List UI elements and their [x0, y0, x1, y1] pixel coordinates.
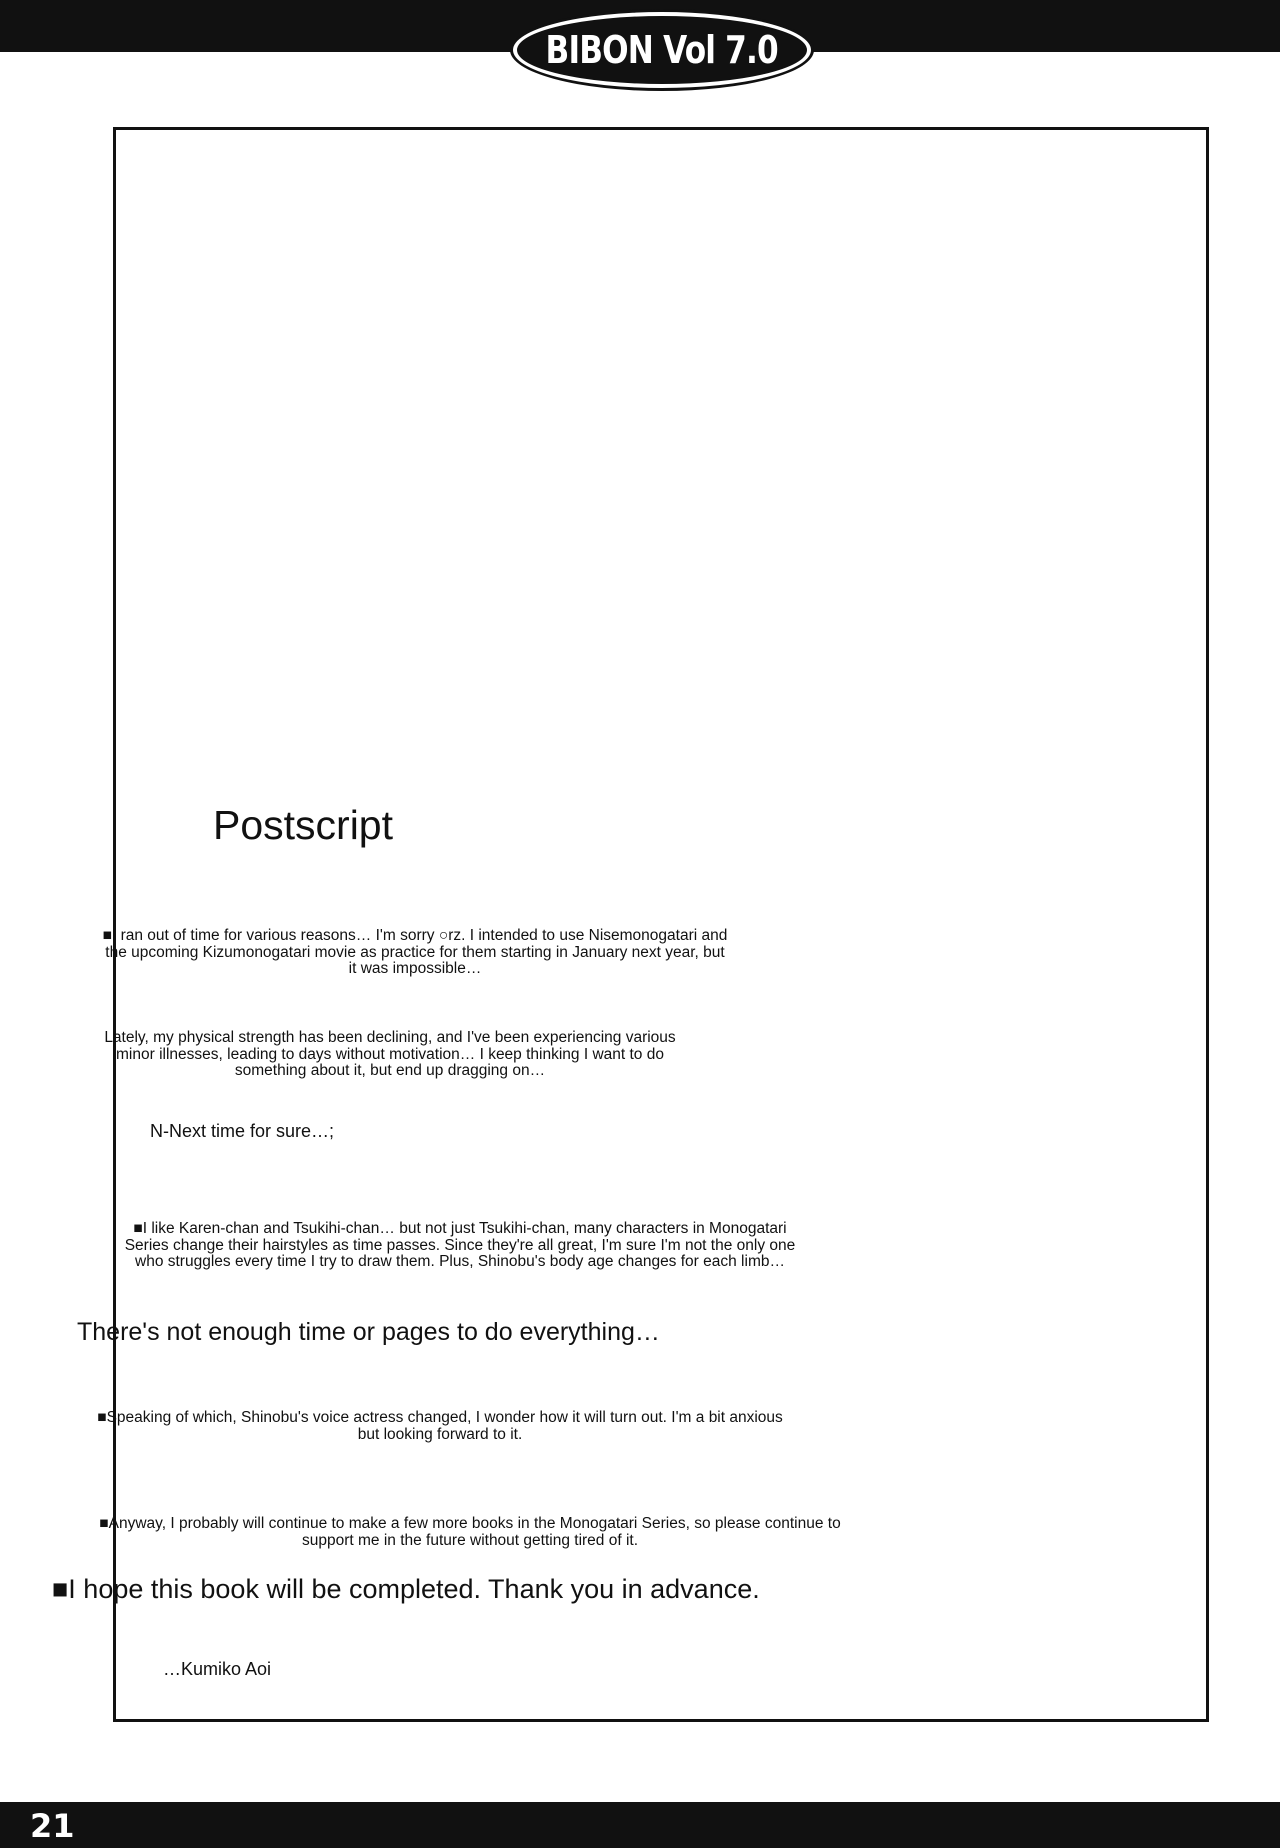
- paragraph-line: ■I like Karen-chan and Tsukihi-chan… but not just Tsukihi-chan, many characters in Monogatari: [133, 1220, 787, 1237]
- paragraph-future-books: [55, 1516, 885, 1549]
- paragraph-line: minor illnesses, leading to days without motivation… I keep thinking I want to do: [116, 1045, 664, 1063]
- paragraph-characters: [110, 1221, 810, 1271]
- paragraph-health: [80, 1030, 700, 1080]
- content-frame: [113, 127, 1209, 1722]
- paragraph-line: but looking forward to it.: [357, 1425, 523, 1443]
- paragraph-time: [90, 928, 740, 978]
- paragraph-voice-actress: [80, 1410, 800, 1443]
- paragraph-line: Lately, my physical strength has been declining, and I've been experiencing various: [104, 1029, 676, 1046]
- paragraph-line: something about it, but end up dragging on…: [234, 1062, 546, 1079]
- paragraph-line: it was impossible…: [348, 960, 482, 977]
- paragraph-line: the upcoming Kizumonogatari movie as practice for them starting in January next year, but: [105, 943, 725, 961]
- signature: …Kumiko Aoi: [163, 1659, 272, 1679]
- header-title: BIBON Vol 7.0: [545, 28, 779, 72]
- header-badge: [513, 12, 811, 88]
- bottom-bar: [0, 1802, 1280, 1848]
- paragraph-line: ■Anyway, I probably will continue to make a few more books in the Monogatari Series, so please continue to: [99, 1515, 841, 1532]
- paragraph-line: Series change their hairstyles as time passes. Since they're all great, I'm sure I'm not the only one: [124, 1236, 796, 1254]
- paragraph-line: ■I ran out of time for various reasons… I'm sorry ○rz. I intended to use Nisemonogatari and: [102, 927, 728, 944]
- paragraph-line: ■Speaking of which, Shinobu's voice actress changed, I wonder how it will turn out. I'm a bit anxious: [97, 1409, 783, 1426]
- paragraph-line: support me in the future without getting tired of it.: [301, 1531, 639, 1549]
- page-number: 21: [30, 1807, 75, 1845]
- paragraph-line: who struggles every time I try to draw them. Plus, Shinobu's body age changes for each limb…: [135, 1253, 785, 1270]
- page-title: Postscript: [213, 802, 393, 848]
- paragraph-thanks: ■I hope this book will be completed. Thank you in advance.: [52, 1574, 760, 1604]
- paragraph-next-time: N-Next time for sure…;: [150, 1121, 335, 1141]
- paragraph-not-enough-time: There's not enough time or pages to do everything…: [77, 1318, 660, 1346]
